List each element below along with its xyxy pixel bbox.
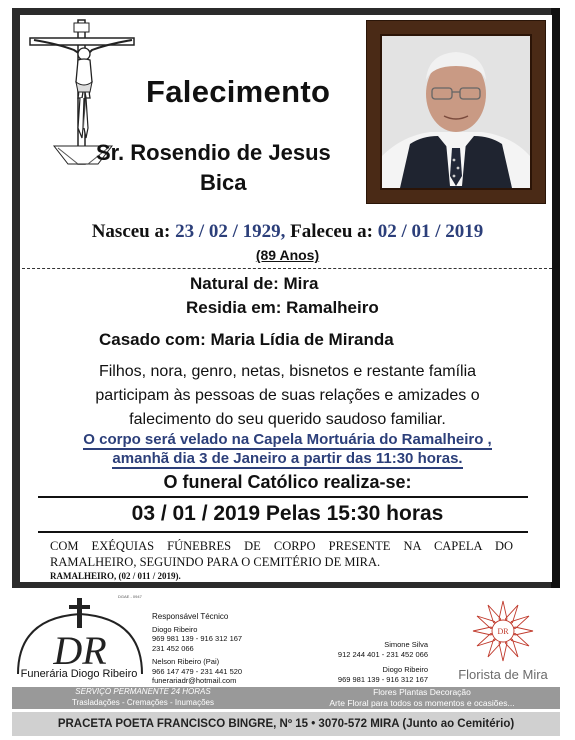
- born-label: Nasceu a:: [91, 221, 171, 242]
- died-label: Faleceu a:: [290, 221, 373, 242]
- florist-tagline: Arte Floral para todos os momentos e ocasiões...: [329, 697, 515, 708]
- company-name: Funerária Diogo Ribeiro: [20, 668, 138, 680]
- age: (89 Anos): [255, 247, 320, 263]
- portrait-frame: [366, 20, 546, 204]
- paragraph-line: falecimento do seu querido saudoso familiar.: [129, 411, 446, 428]
- responsavel-name: Diogo Ribeiro: [152, 624, 198, 634]
- deceased-surname: Bica: [200, 170, 247, 195]
- funeral-services: [12, 687, 274, 708]
- service-hours: SERVIÇO PERMANENTE 24 HORAS: [75, 687, 211, 696]
- natural-de: Natural de: Mira: [190, 274, 319, 293]
- responsavel-heading: Responsável Técnico: [152, 612, 229, 621]
- portrait-photo-image: [382, 36, 530, 188]
- divider-line: [38, 531, 528, 533]
- florista-name: Florista de Mira: [458, 667, 548, 682]
- paragraph-line: participam às pessoas de suas relações e amizades o: [95, 387, 480, 404]
- services-band: [12, 687, 560, 709]
- casado-com: Casado com: Maria Lídia de Miranda: [99, 330, 394, 349]
- diogo-phone: 969 981 139 - 916 312 167: [337, 674, 428, 684]
- portrait-photo: [380, 34, 532, 190]
- florista-contacts: [332, 640, 428, 684]
- pai-phone: 966 147 479 - 231 441 520: [152, 666, 243, 676]
- paragraph-line: Filhos, nora, genro, netas, bisnetos e restante família: [98, 363, 477, 380]
- simone-name: Simone Silva: [384, 640, 428, 649]
- frame-shadow: [551, 8, 560, 588]
- dgae-code: DGAE - 0947: [118, 594, 142, 599]
- responsavel-phone: 969 981 139 - 916 312 167: [152, 634, 243, 643]
- deceased-name: Sr. Rosendio de Jesus: [96, 140, 331, 165]
- dashed-divider: [22, 268, 552, 269]
- divider-line: [38, 496, 528, 498]
- florista-logo-letters: DR: [497, 627, 509, 636]
- died-date: 02 / 01 / 2019: [377, 221, 484, 242]
- dr-logo-letters: DR: [53, 628, 107, 673]
- address-bar: PRACETA POETA FRANCISCO BINGRE, Nº 15 • 3070-572 MIRA (Junto ao Cemitério): [12, 712, 560, 736]
- funeral-heading: O funeral Católico realiza-se:: [163, 472, 412, 492]
- responsavel-phone: 231 452 066: [152, 643, 194, 653]
- exequias-text: COM EXÉQUIAS FÚNEBRES DE CORPO PRESENTE NA CAPELA DO RAMALHEIRO, SEGUINDO PARA O CEMITÉRIO DE MIRA.: [50, 539, 513, 569]
- pai-name: Nelson Ribeiro (Pai): [152, 657, 220, 666]
- email[interactable]: funerariadr@hotmail.com: [152, 676, 237, 685]
- velado-line: amanhã dia 3 de Janeiro a partir das 11:30 horas.: [112, 450, 463, 467]
- simone-phone: 912 244 401 - 231 452 066: [337, 649, 428, 659]
- notice-title: Falecimento: [146, 74, 331, 109]
- residia-em: Residia em: Ramalheiro: [186, 298, 379, 317]
- signoff: RAMALHEIRO, (02 / 011 / 2019).: [50, 571, 181, 581]
- service-list: Trasladações - Cremações - Inumações: [72, 697, 214, 707]
- florist-services: [284, 687, 560, 708]
- family-paragraph: [60, 360, 515, 432]
- technical-contacts: [152, 612, 242, 686]
- florist-list: Flores Plantas Decoração: [373, 687, 471, 697]
- born-date: 23 / 02 / 1929,: [175, 221, 286, 242]
- velado-line: O corpo será velado na Capela Mortuária do Ramalheiro ,: [83, 431, 492, 448]
- birth-death-dates: [0, 221, 575, 243]
- velado-notice: [0, 430, 575, 468]
- diogo-name: Diogo Ribeiro: [382, 665, 428, 674]
- funeral-date: 03 / 01 / 2019 Pelas 15:30 horas: [131, 502, 444, 525]
